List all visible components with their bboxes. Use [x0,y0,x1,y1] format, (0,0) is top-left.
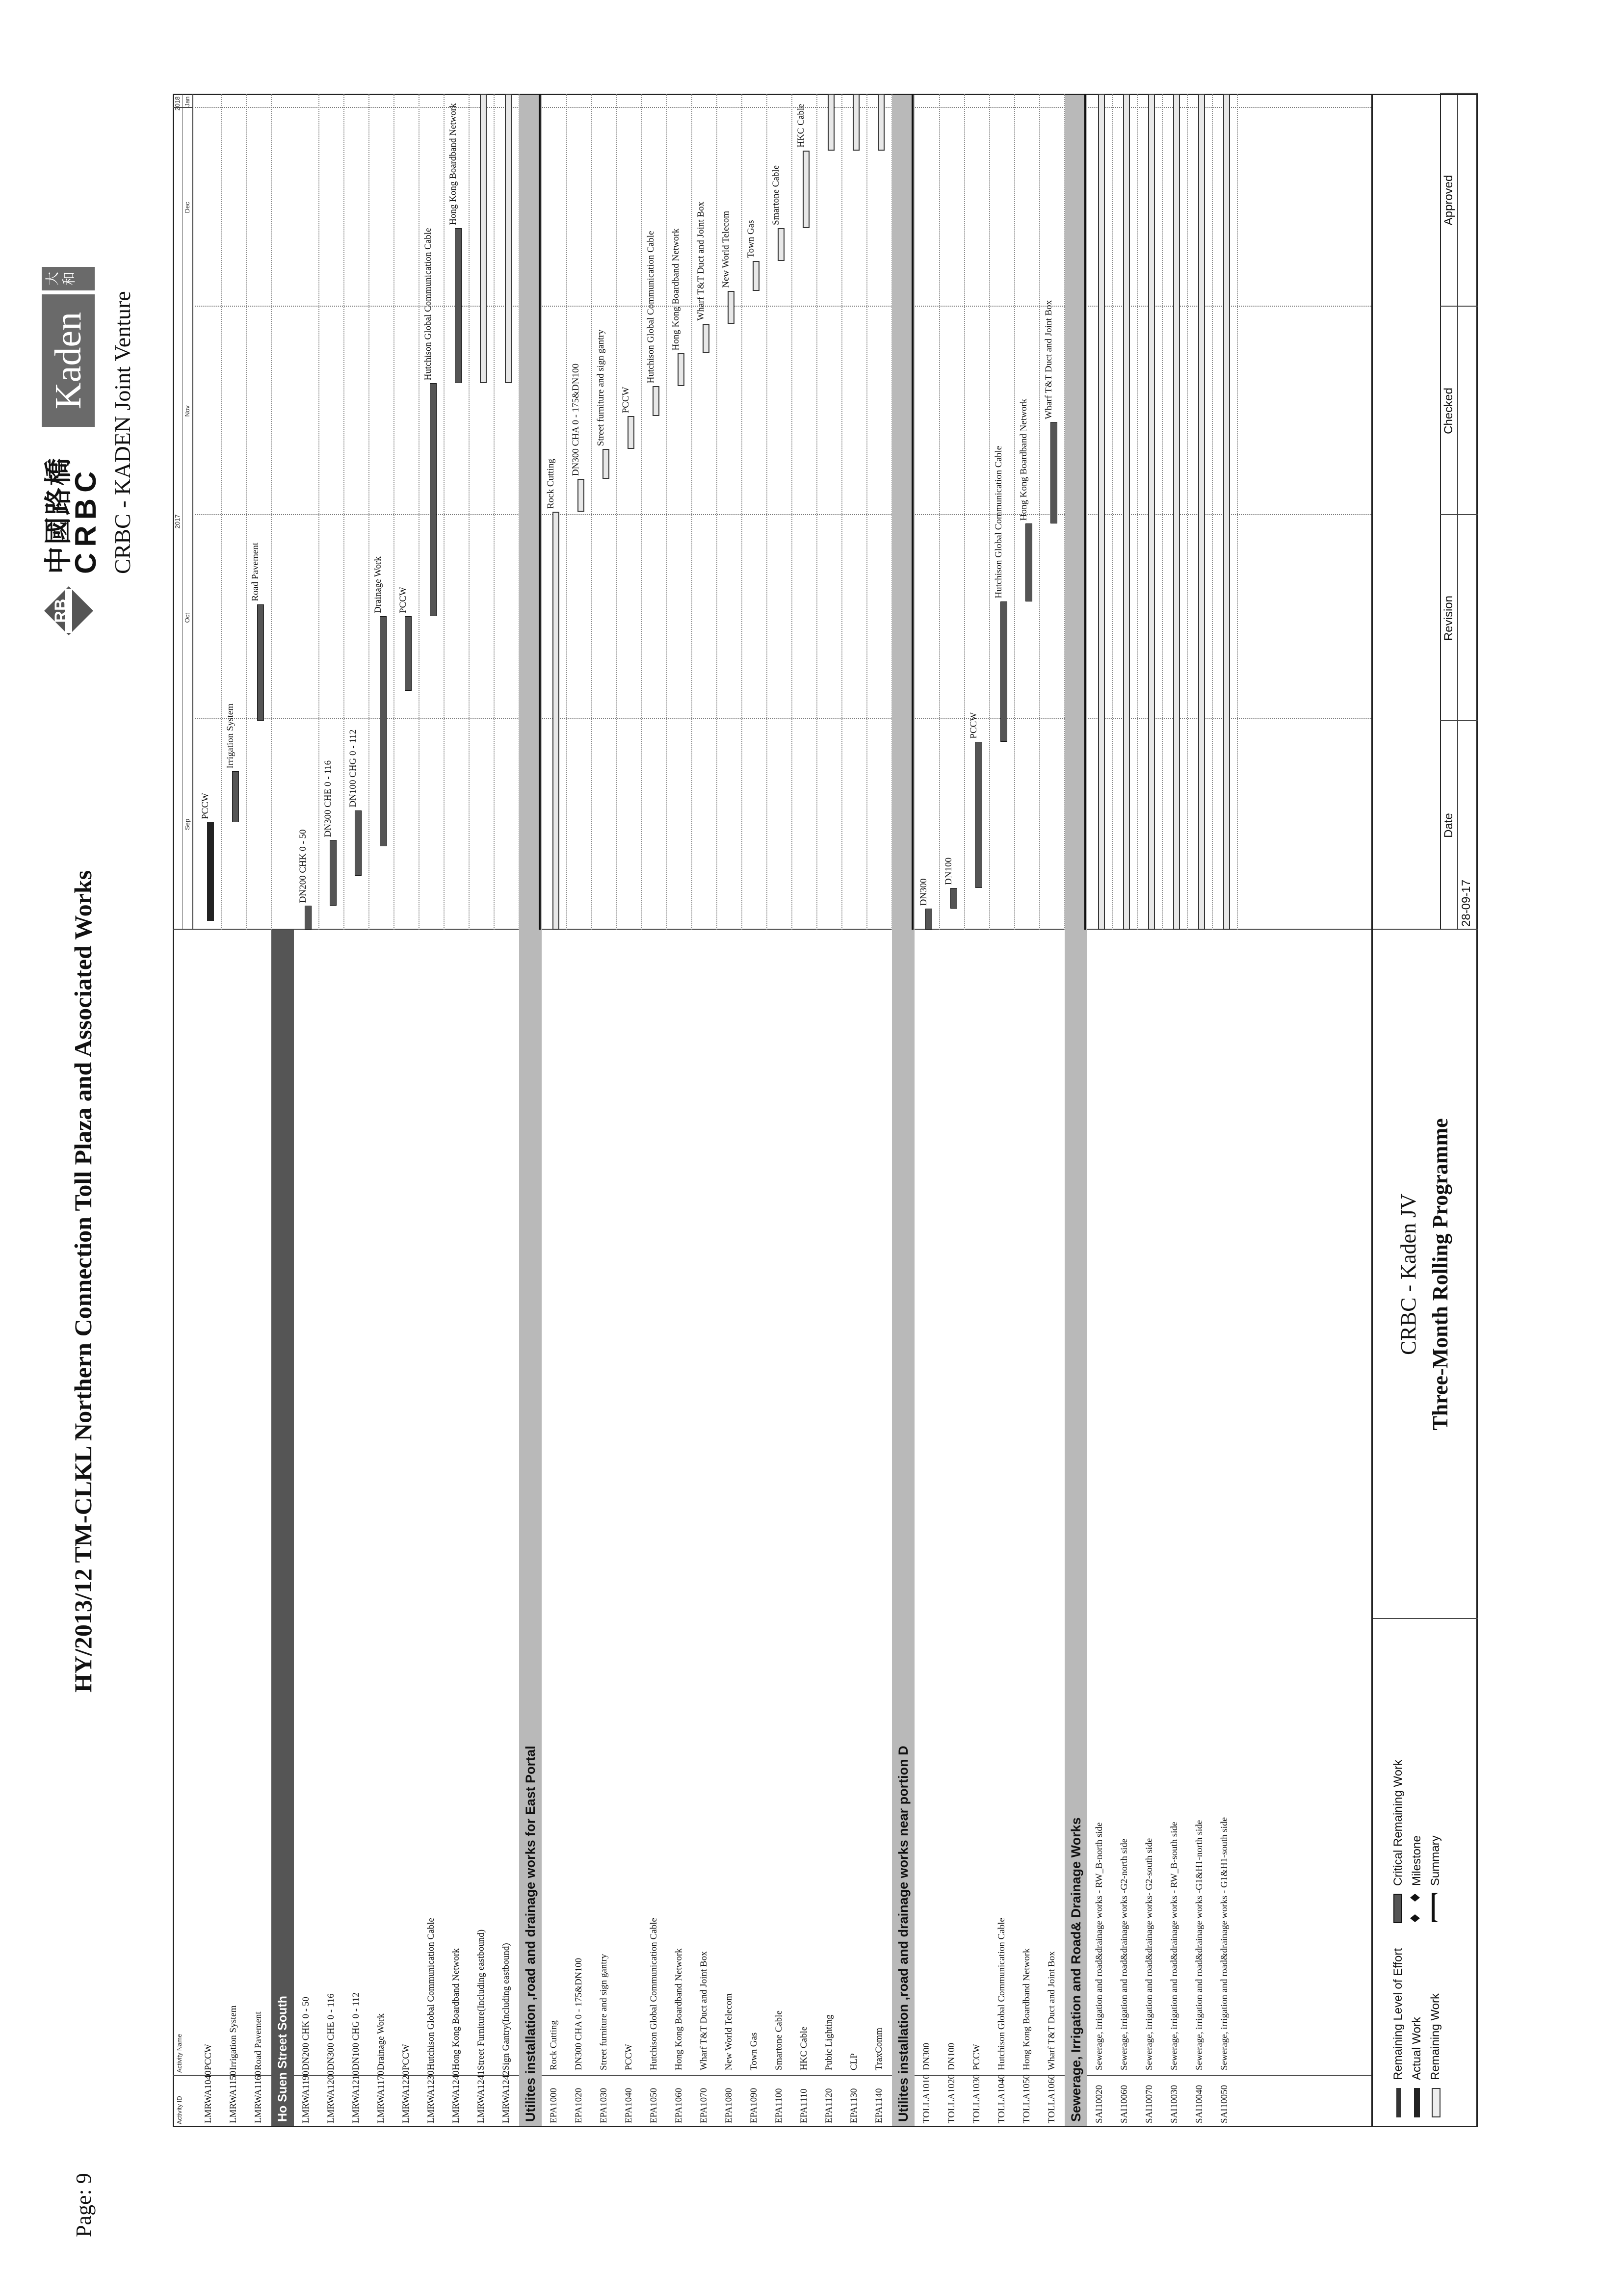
gantt-bar [653,386,659,416]
activity-name: Street Furniture(Including eastbound) [476,1929,486,2070]
row-gridline [939,94,940,930]
gantt-bar [803,151,810,228]
gantt-bar [1000,601,1007,742]
activity-id: EPA1050 [649,2087,659,2123]
month-label: Dec [183,202,191,213]
gantt-bar [1123,94,1130,930]
activity-name: Hutchison Global Communication Cable [996,1918,1007,2070]
gantt-bar-label: Wharf T&T Duct and Joint Box [696,202,706,321]
activity-id: EPA1090 [749,2087,759,2123]
revision-header: Checked [1442,388,1455,434]
row-gridline [1212,94,1213,930]
gantt-bar [577,479,584,512]
gantt-bar-label: DN200 CHK 0 - 50 [298,829,308,903]
gantt-bar [678,353,684,386]
gantt-bar-label: New World Telecom [721,210,731,288]
activity-name: Street furniture and sign gantry [599,1954,609,2070]
gantt-bar-label: DN300 CHA 0 - 175&DN100 [571,364,581,476]
activity-name: Wharf T&T Duct and Joint Box [699,1951,709,2070]
gantt-bar-label: PCCW [621,387,631,414]
gantt-bar [1025,523,1032,601]
gantt-bar-label: PCCW [200,793,210,819]
gantt-bar [207,822,214,921]
row-gridline [641,94,642,930]
gantt-bar-label: Hong Kong Boardband Network [448,103,458,225]
activity-id-header: Activity ID [176,2096,183,2124]
activity-name: Sewerage, irrigation and road&drainage works - RW_B-north side [1094,1822,1104,2070]
gantt-bar-label: Rock Cutting [546,459,556,509]
activity-id: TOLLA1040 [996,2074,1007,2123]
activity-name: Sewerage, irrigation and road&drainage works - RW_B-south side [1169,1822,1179,2070]
gantt-bar [753,261,760,291]
timescale-bottom-rule [192,94,193,930]
row-gridline [716,94,717,930]
activity-id: TOLLA1060 [1047,2074,1057,2123]
activity-id: EPA1020 [574,2087,584,2123]
activity-id: TOLLA1050 [1022,2074,1032,2123]
gantt-bar [305,906,312,930]
row-gridline [494,94,495,930]
gantt-bar [1173,94,1180,930]
activity-id: SAI10030 [1169,2085,1179,2123]
month-label: Nov [183,405,191,417]
row-gridline [1187,94,1188,930]
activity-id: LMRWA1220 [401,2070,411,2123]
gantt-bar [878,94,885,151]
gantt-bar-label: Town Gas [746,220,756,258]
gantt-bar [628,416,634,449]
footer-divider-left [1371,1618,1478,1619]
activity-name: HKC Cable [799,2026,809,2070]
revision-table-top [1440,94,1441,930]
legend-swatch-critical [1393,1894,1402,1923]
row-gridline [691,94,692,930]
row-gridline [566,94,567,930]
activity-id: LMRWA1242 [501,2070,511,2123]
footer-programme: Three-Month Rolling Programme [1428,1118,1452,1431]
gantt-bar [1098,94,1105,930]
activity-id: EPA1000 [549,2087,559,2123]
row-gridline [766,94,767,930]
jv-name: CRBC - KADEN Joint Venture [110,291,135,574]
row-gridline [791,94,792,930]
revision-header: Approved [1442,175,1455,226]
legend-actual-work: Actual Work [1410,2017,1423,2080]
row-gridline [1112,94,1113,930]
activity-name: Road Pavement [253,2011,263,2070]
section-band: Utilites installation ,road and drainage works near portion D [892,95,915,2126]
gantt-bar [505,94,512,383]
activity-id: LMRWA1170 [376,2071,386,2123]
gantt-bar [380,616,387,846]
gantt-bar-label: PCCW [969,712,979,739]
company-logo [22,172,150,638]
activity-id: LMRWA1230 [426,2070,436,2123]
gantt-bar [552,512,559,930]
activity-name: PCCW [971,2044,982,2070]
activity-id: LMRWA1200 [326,2070,336,2123]
gantt-bar [1198,94,1205,930]
activity-id: LMRWA1040 [203,2070,213,2123]
gantt-bar [1050,422,1057,523]
gantt-bar-label: Hutchison Global Communication Cable [646,231,656,384]
activity-id: LMRWA1210 [351,2070,361,2123]
activity-id: SAI10060 [1119,2085,1129,2123]
gantt-bar-label: DN300 CHE 0 - 116 [323,760,333,837]
activity-id: EPA1140 [874,2088,884,2123]
gantt-bar [405,616,412,691]
section-band: Ho Suen Street South [271,930,294,2126]
gantt-bar [728,291,734,324]
activity-id: LMRWA1240 [451,2070,461,2123]
legend-swatch-remaining [1432,2088,1441,2117]
activity-name: CLP [849,2053,859,2070]
revision-table-header-rule [1457,94,1458,930]
activity-id: SAI10050 [1219,2085,1230,2123]
logo-kaden: Kaden [42,294,95,427]
row-gridline [816,94,817,930]
year-label: 2017 [174,514,181,529]
gantt-bar-label: DN100 [943,857,954,885]
activity-name: Sewerage, irrigation and road&drainage works -G1&H1-north side [1194,1820,1205,2070]
month-label: Sep [183,818,191,830]
logo-crbc: CRBC [69,465,102,574]
row-gridline [271,94,272,930]
gantt-bar-label: DN300 [918,878,929,906]
gantt-bar-label: Hong Kong Boardband Network [671,228,681,351]
gantt-bar-label: DN100 CHG 0 - 112 [348,729,358,808]
activity-id: LMRWA1160 [253,2071,263,2123]
page-number [71,2173,96,2237]
activity-id: LMRWA1150 [228,2071,238,2123]
activity-id: EPA1040 [624,2087,634,2123]
gantt-bar [828,94,835,151]
gantt-bar [430,383,437,616]
revision-cell: 28-09-17 [1460,879,1473,927]
activity-name-header: Activity Name [176,2034,183,2073]
footer-top-rule [1371,94,1373,2127]
page-number-label: Page: [72,2189,96,2237]
activity-id: SAI10040 [1194,2085,1205,2123]
row-gridline [841,94,842,930]
footer-company: CRBC - Kaden JV [1396,1194,1420,1355]
activity-name: Hutchison Global Communication Cable [649,1918,659,2070]
gantt-bar [1223,94,1230,930]
activity-id: EPA1060 [674,2087,684,2123]
activity-name: Hong Kong Boardband Network [451,1948,461,2070]
section-summary-bar [1084,94,1086,930]
activity-name: New World Telecom [724,1993,734,2070]
gantt-bar-label: Irrigation System [225,704,236,769]
activity-name: Sewerage, irrigation and road&drainage works - G1&H1-south side [1219,1817,1230,2070]
gantt-bar-label: Road Pavement [250,542,261,601]
rb-diamond-icon [42,584,96,638]
activity-name: Smartone Cable [774,2010,784,2070]
chart-left-border [173,929,1371,930]
activity-id: EPA1130 [849,2088,859,2123]
activity-id: EPA1120 [824,2088,834,2123]
activity-name: DN300 CHE 0 - 116 [326,1993,336,2070]
gantt-bar-label: Hong Kong Boardband Network [1019,398,1029,521]
row-gridline [591,94,592,930]
activity-id: LMRWA1241 [476,2070,486,2123]
activity-name: DN100 CHG 0 - 112 [351,1992,361,2070]
row-gridline [964,94,965,930]
row-gridline [1014,94,1015,930]
row-gridline [616,94,617,930]
legend-swatch-level [1396,2088,1401,2117]
legend-critical-remaining: Critical Remaining Work [1391,1760,1405,1886]
gantt-bar [950,888,957,909]
gantt-bar [330,840,337,906]
gantt-bar [975,742,982,888]
row-gridline [989,94,990,930]
gantt-bar-label: Hutchison Global Communication Cable [994,445,1004,599]
row-gridline [666,94,667,930]
activity-id: TOLLA1030 [971,2074,982,2123]
legend-swatch-actual [1414,2088,1420,2117]
activity-id: EPA1030 [599,2087,609,2123]
row-gridline [393,94,394,930]
gantt-bar [232,771,239,822]
legend-remaining-work: Remaining Work [1429,1993,1442,2080]
activity-id: SAI10070 [1144,2085,1154,2123]
activity-name: PCCW [401,2044,411,2070]
row-gridline [1162,94,1163,930]
logo-chinese: 中國路橋 [44,456,74,574]
row-gridline [343,94,344,930]
gantt-bar-label: Drainage Work [373,556,383,613]
activity-name: PCCW [624,2044,634,2070]
activity-id: LMRWA1190 [301,2071,311,2123]
summary-icon [1428,1892,1441,1923]
activity-name: Sewerage, irrigation and road&drainage works -G2-north side [1119,1838,1129,2070]
revision-header: Date [1442,813,1455,838]
gantt-bar [355,810,362,876]
document-title: HY/2013/12 TM-CLKL Northern Connection Toll Plaza and Associated Works [69,870,97,1693]
gantt-bar [602,449,609,479]
activity-id: TOLLA1020 [946,2074,957,2123]
activity-name: Hong Kong Boardband Network [1022,1948,1032,2070]
activity-name: Drainage Work [376,2013,386,2070]
activity-name: DN200 CHK 0 - 50 [301,1997,311,2070]
activity-name: Sewerage, irrigation and road&drainage works- G2-south side [1144,1838,1154,2070]
activity-name: Sign Gantry(Including eastbound) [501,1943,511,2070]
revision-header: Revision [1442,595,1455,641]
row-gridline [866,94,867,930]
gantt-bar-label: Hutchison Global Communication Cable [423,228,433,381]
gantt-bar [925,909,932,930]
activity-id: EPA1080 [724,2087,734,2123]
activity-id: EPA1110 [799,2088,809,2123]
gantt-bar-label: PCCW [398,587,408,613]
activity-name: DN100 [946,2043,957,2070]
gantt-bar [257,604,264,721]
logo-kaden-chinese: 大 和 [42,267,95,290]
activity-name: Hong Kong Boardband Network [674,1948,684,2070]
page-number-value: 9 [72,2173,96,2184]
activity-name: Rock Cutting [549,2020,559,2070]
row-gridline [1137,94,1138,930]
activity-id: SAI10020 [1094,2085,1104,2123]
gantt-bar-label: Wharf T&T Duct and Joint Box [1044,300,1054,419]
activity-name: Town Gas [749,2032,759,2070]
activity-id: EPA1070 [699,2087,709,2123]
activity-name: Irrigation System [228,2005,238,2070]
row-gridline [221,94,222,930]
gantt-bar [455,228,462,383]
section-band: Utilites installation ,road and drainage works for East Portal [519,95,542,2126]
gantt-bar [703,324,709,354]
gantt-bar [480,94,487,383]
month-label: Oct [183,613,191,623]
gantt-bar-label: Street furniture and sign gantry [596,329,606,446]
milestone-icon [1408,1892,1422,1923]
row-gridline [246,94,247,930]
row-gridline [444,94,445,930]
gantt-bar [853,94,860,151]
legend-summary: Summary [1429,1835,1442,1886]
activity-name: DN300 [921,2043,932,2070]
section-summary-bar [539,94,541,930]
row-gridline [741,94,742,930]
activity-name: TraxComm [874,2028,884,2070]
section-band: Sewerage, Irrigation and Road& Drainage Works [1065,95,1087,2126]
gantt-bar-label: Smartone Cable [771,165,781,225]
gantt-bar [778,228,785,261]
activity-name: DN300 CHA 0 - 175&DN100 [574,1957,584,2070]
year-label: 2018 [174,96,181,111]
legend-milestone: Milestone [1410,1835,1423,1886]
activity-name: PCCW [203,2044,213,2070]
row-gridline [368,94,369,930]
svg-text:RB: RB [52,599,70,623]
gantt-bar-label: HKC Cable [796,104,806,148]
row-gridline [1039,94,1040,930]
row-gridline [1237,94,1238,930]
legend-remaining-level: Remaining Level of Effort [1391,1948,1405,2080]
activity-id: EPA1100 [774,2088,784,2123]
activity-id: TOLLA1010 [921,2074,932,2123]
month-label: Jan [183,96,191,107]
gantt-bar [1148,94,1155,930]
activity-name: Pubic Lighting [824,2014,834,2070]
activity-name: Wharf T&T Duct and Joint Box [1047,1951,1057,2070]
section-summary-bar [912,94,914,930]
activity-name: Hutchison Global Communication Cable [426,1918,436,2070]
row-gridline [318,94,319,930]
row-gridline [469,94,470,930]
